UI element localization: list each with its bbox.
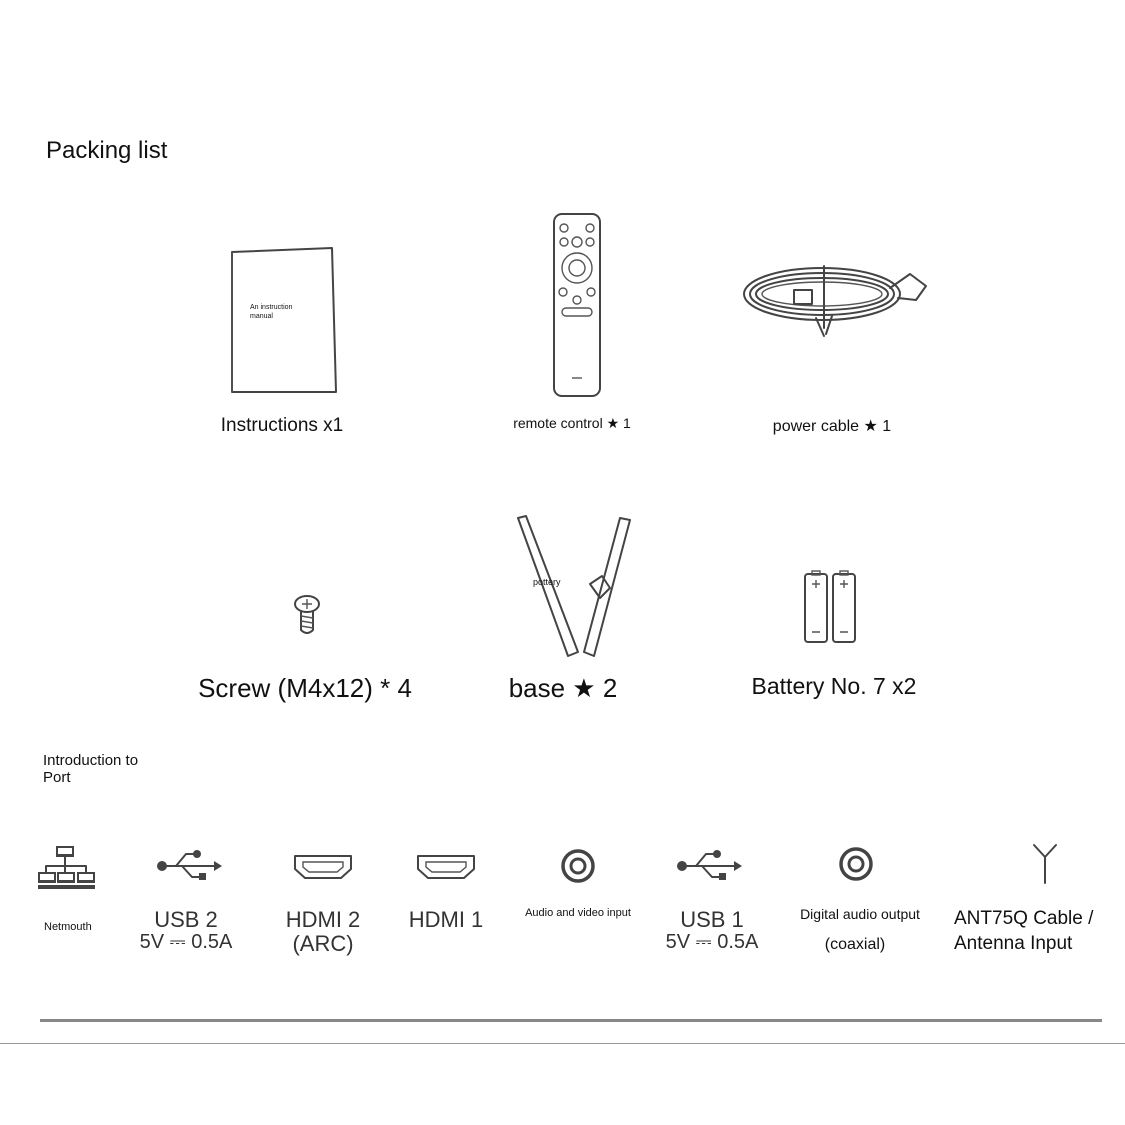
port-label-network: Netmouth <box>44 921 92 933</box>
item-label-remote: remote control ★ 1 <box>513 415 631 431</box>
manual-cover-text: An instruction manual <box>250 304 293 321</box>
coaxial-icon <box>560 848 596 884</box>
port-sub-usb2: 5V ⎓ 0.5A <box>139 931 233 953</box>
port-sub-usb1: 5V ⎓ 0.5A <box>665 931 759 953</box>
bottom-divider <box>40 1019 1102 1022</box>
remote-control-icon <box>552 212 602 398</box>
base-tag: pottery <box>533 577 561 587</box>
item-label-screw: Screw (M4x12) * 4 <box>198 673 412 703</box>
antenna-icon <box>1030 843 1060 885</box>
page-edge-divider <box>0 1043 1125 1044</box>
port-label-av: Audio and video input <box>525 907 631 919</box>
network-icon <box>38 844 96 892</box>
ports-title: Introduction to Port <box>43 752 139 786</box>
usb-icon <box>676 848 744 884</box>
item-label-battery: Battery No. 7 x2 <box>751 673 917 699</box>
port-label-digital: Digital audio output <box>800 906 920 922</box>
item-label-base: base ★ 2 <box>508 673 618 703</box>
screw-icon <box>292 594 322 638</box>
usb-icon <box>156 848 224 884</box>
hdmi-icon <box>293 853 353 881</box>
port-sub-hdmi2: (ARC) <box>292 931 354 956</box>
item-label-instructions: Instructions x1 <box>220 415 344 436</box>
battery-icon <box>802 570 860 644</box>
packing-list-title: Packing list <box>46 137 168 164</box>
hdmi-icon <box>416 853 476 881</box>
port-label-usb1: USB 1 <box>680 907 744 932</box>
port-label-usb2: USB 2 <box>154 907 218 932</box>
coaxial-icon <box>838 846 874 882</box>
port-sub-antenna: Antenna Input <box>954 933 1073 954</box>
port-sub-digital: (coaxial) <box>824 936 886 953</box>
port-label-antenna: ANT75Q Cable / <box>954 908 1094 929</box>
power-cable-icon <box>740 258 930 344</box>
port-label-hdmi1: HDMI 1 <box>408 907 484 932</box>
base-stand-icon <box>510 512 636 660</box>
port-label-hdmi2: HDMI 2 <box>285 907 361 932</box>
item-label-power-cable: power cable ★ 1 <box>772 418 892 435</box>
